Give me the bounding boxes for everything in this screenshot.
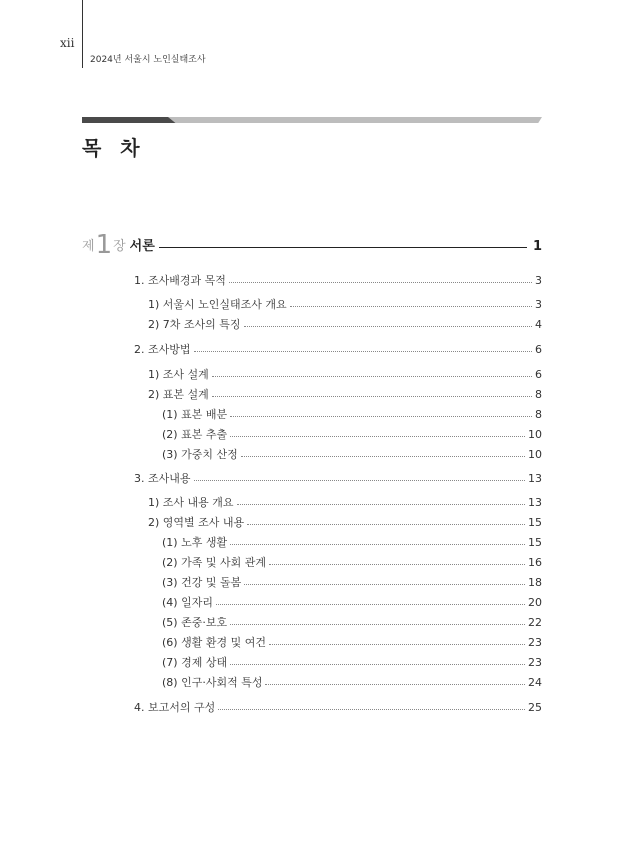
- toc-entry-label: (2) 표본 추출: [162, 428, 228, 441]
- toc-entry-page: 24: [528, 675, 542, 689]
- dot-leader: [241, 455, 525, 457]
- toc-entry-label: 2) 표본 설계: [148, 388, 209, 401]
- dot-leader: [216, 603, 525, 605]
- toc-entry-label: (6) 생활 환경 및 여건: [162, 636, 266, 649]
- toc-entry[interactable]: [162, 654, 542, 670]
- toc-entry-label: 1. 조사배경과 목적: [134, 274, 226, 287]
- toc-entry-label: 1) 조사 내용 개요: [148, 496, 234, 509]
- toc-entry-page: 3: [535, 297, 542, 311]
- toc-entry[interactable]: [162, 426, 542, 442]
- dot-leader: [244, 325, 532, 327]
- dot-leader: [230, 415, 532, 417]
- toc-entry[interactable]: [162, 594, 542, 610]
- dot-leader: [269, 643, 525, 645]
- dot-leader: [230, 623, 525, 625]
- dot-leader: [230, 435, 525, 437]
- toc-entry-page: 3: [535, 273, 542, 287]
- toc-entry[interactable]: [148, 296, 542, 312]
- dot-leader: [218, 708, 525, 710]
- dot-leader: [265, 683, 525, 685]
- toc-entry[interactable]: [162, 406, 542, 422]
- toc-entry-page: 18: [528, 575, 542, 589]
- toc-entry-label: (1) 노후 생활: [162, 536, 228, 549]
- toc-entry[interactable]: [148, 386, 542, 402]
- dot-leader: [230, 663, 525, 665]
- toc-entry-label: 1) 조사 설계: [148, 368, 209, 381]
- toc-entry-label: (3) 가중치 산정: [162, 448, 238, 461]
- dot-leader: [229, 281, 532, 283]
- toc-entry[interactable]: [148, 494, 542, 510]
- dot-leader: [194, 479, 526, 481]
- toc-entry-page: 6: [535, 342, 542, 356]
- toc-entry-page: 15: [528, 515, 542, 529]
- dot-leader: [212, 395, 532, 397]
- toc-entry[interactable]: [134, 699, 542, 715]
- toc-entry-page: 10: [528, 427, 542, 441]
- toc-entry[interactable]: [148, 366, 542, 382]
- toc-entry-label: (5) 존중·보호: [162, 616, 228, 629]
- dot-leader: [269, 563, 525, 565]
- toc-entry-label: (7) 경제 상태: [162, 656, 228, 669]
- dot-leader: [290, 305, 532, 307]
- toc-entry-page: 16: [528, 555, 542, 569]
- dot-leader: [247, 523, 525, 525]
- toc-entry[interactable]: [134, 272, 542, 288]
- dot-leader: [230, 543, 525, 545]
- toc-entry[interactable]: [162, 534, 542, 550]
- toc-entry-page: 8: [535, 407, 542, 421]
- toc-entry-page: 22: [528, 615, 542, 629]
- chapter-number: 1: [95, 230, 113, 260]
- toc-entry[interactable]: [134, 470, 542, 486]
- dot-leader: [237, 503, 525, 505]
- chapter-page-number: 1: [532, 239, 542, 254]
- toc-entry[interactable]: [162, 634, 542, 650]
- toc-entry-page: 10: [528, 447, 542, 461]
- toc-entry-label: 4. 보고서의 구성: [134, 701, 216, 714]
- toc-entry[interactable]: [134, 341, 542, 357]
- dot-leader: [194, 350, 533, 352]
- toc-entry-page: 20: [528, 595, 542, 609]
- toc-entry[interactable]: [162, 554, 542, 570]
- toc-entry-label: 2) 영역별 조사 내용: [148, 516, 245, 529]
- toc-entry[interactable]: [162, 614, 542, 630]
- toc-entry-label: 3. 조사내용: [134, 472, 191, 485]
- toc-entry[interactable]: [148, 514, 542, 530]
- toc-entry[interactable]: [148, 316, 542, 332]
- toc-entry-label: (8) 인구·사회적 특성: [162, 676, 263, 689]
- dot-leader: [212, 375, 532, 377]
- dot-leader: [244, 583, 525, 585]
- toc-entry[interactable]: [162, 446, 542, 462]
- toc-entry-page: 6: [535, 367, 542, 381]
- toc-entry-label: 2. 조사방법: [134, 343, 191, 356]
- toc-entry-label: (3) 건강 및 돌봄: [162, 576, 242, 589]
- toc-entry-label: 2) 7차 조사의 특징: [148, 318, 241, 331]
- toc-entry[interactable]: [162, 574, 542, 590]
- toc-entry-page: 8: [535, 387, 542, 401]
- toc-entry-label: 1) 서울시 노인실태조사 개요: [148, 298, 287, 311]
- chapter-suffix: 장: [113, 239, 126, 254]
- toc-entry-page: 13: [528, 495, 542, 509]
- toc-entry-page: 15: [528, 535, 542, 549]
- running-title: 2024년 서울시 노인실태조사: [90, 55, 206, 65]
- toc-entry-page: 13: [528, 471, 542, 485]
- toc-entry-page: 23: [528, 635, 542, 649]
- toc-entry-page: 23: [528, 655, 542, 669]
- toc-entry[interactable]: [162, 674, 542, 690]
- toc-entry-page: 25: [528, 700, 542, 714]
- toc-entry-page: 4: [535, 317, 542, 331]
- toc-entry-label: (2) 가족 및 사회 관계: [162, 556, 266, 569]
- toc-title: 목 차: [82, 136, 146, 160]
- page-number: xii: [60, 36, 75, 50]
- toc-entry-label: (1) 표본 배분: [162, 408, 228, 421]
- chapter-title: 서론: [129, 239, 155, 254]
- toc-entry-label: (4) 일자리: [162, 596, 213, 609]
- chapter-prefix: 제: [82, 239, 95, 254]
